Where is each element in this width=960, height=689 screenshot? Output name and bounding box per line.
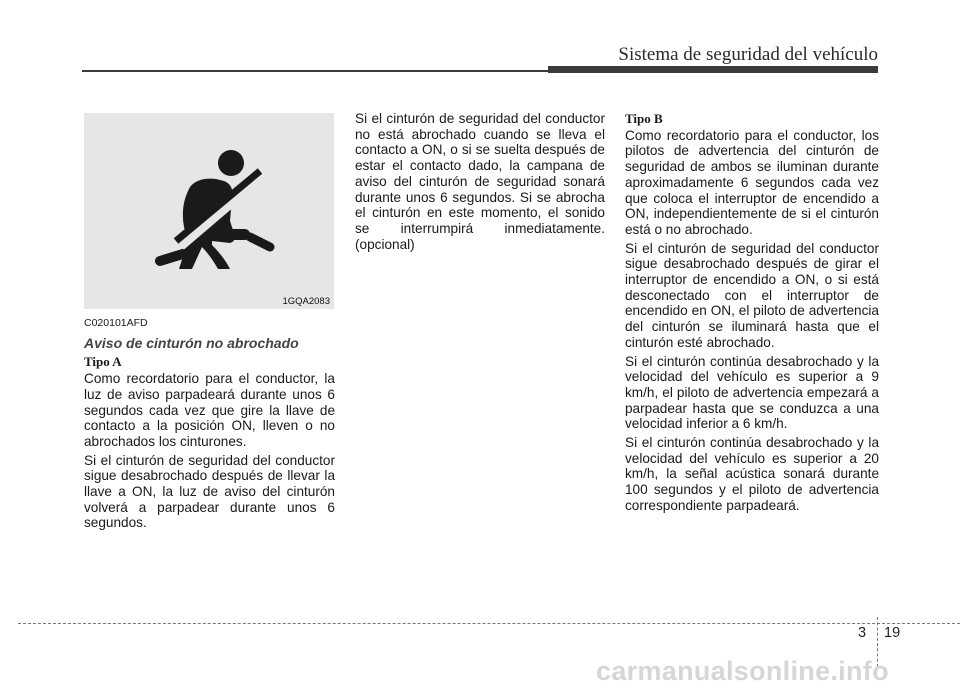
section-heading: Aviso de cinturón no abrochado bbox=[84, 334, 299, 351]
column-2 bbox=[355, 111, 605, 255]
paragraph: Si el cinturón de seguridad del conductor sigue desabrochado después de girar el interruptor de encendido a ON, o si está desconectado con el interruptor de encendido en ON, el piloto de advertencia del cinturón se iluminará hasta que el cinturón esté abrochado. bbox=[625, 240, 879, 350]
paragraph: Si el cinturón continúa desabrochado y la velocidad del vehículo es superior a 9 km/h, el piloto de advertencia empezará a parpadear hasta que se conduzca a una velocidad inferior a 6 km/h. bbox=[625, 353, 879, 432]
header-rule bbox=[82, 70, 552, 72]
section-code: C020101AFD bbox=[84, 317, 148, 329]
footer-rule bbox=[18, 623, 960, 624]
seatbelt-warning-icon bbox=[84, 113, 334, 309]
seatbelt-figure bbox=[84, 113, 334, 309]
figure-code: 1GQA2083 bbox=[282, 296, 330, 307]
column-3 bbox=[625, 111, 879, 517]
paragraph: Si el cinturón continúa desabrochado y la velocidad del vehículo es superior a 20 km/h, la señal acústica sonará durante 100 segundos y el piloto de advertencia correspondiente parpadeará. bbox=[625, 435, 879, 513]
paragraph: Como recordatorio para el conductor, la luz de aviso parpadeará durante unos 6 segundos cada vez que gire la llave de contacto a la posición ON, lleven o no abrochados los cinturones. bbox=[84, 371, 335, 449]
watermark[interactable]: carmanualsonline.info bbox=[596, 656, 889, 686]
page-number: 19 bbox=[884, 625, 901, 641]
paragraph: Como recordatorio para el conductor, los pilotos de advertencia del cinturón de seguridad de ambos se iluminan durante aproximadamente 6 segundos cada vez que coloca el interruptor de encendido a ON, independientemente de si el cinturón está o no abrochado. bbox=[625, 127, 879, 237]
type-a-label: Tipo A bbox=[84, 354, 122, 370]
type-b-label: Tipo B bbox=[625, 111, 663, 126]
column-1 bbox=[84, 316, 335, 534]
paragraph: Si el cinturón de seguridad del conductor sigue desabrochado después de llevar la llave a ON, la luz de aviso del cinturón volverá a parpadear durante unos 6 segundos. bbox=[84, 452, 335, 531]
section-title: Sistema de seguridad del vehículo bbox=[618, 44, 878, 65]
paragraph: Si el cinturón de seguridad del conductor no está abrochado cuando se lleva el contacto a ON, o si se suelta después de estar el contacto dado, la campana de aviso del cinturón de seguridad sonará durante unos 6 segundos. Si se abrocha el cinturón en este momento, el sonido se interrumpirá inmediatamente. (opcional) bbox=[355, 111, 605, 252]
chapter-number: 3 bbox=[858, 625, 867, 641]
header-rule-thick bbox=[548, 66, 878, 73]
